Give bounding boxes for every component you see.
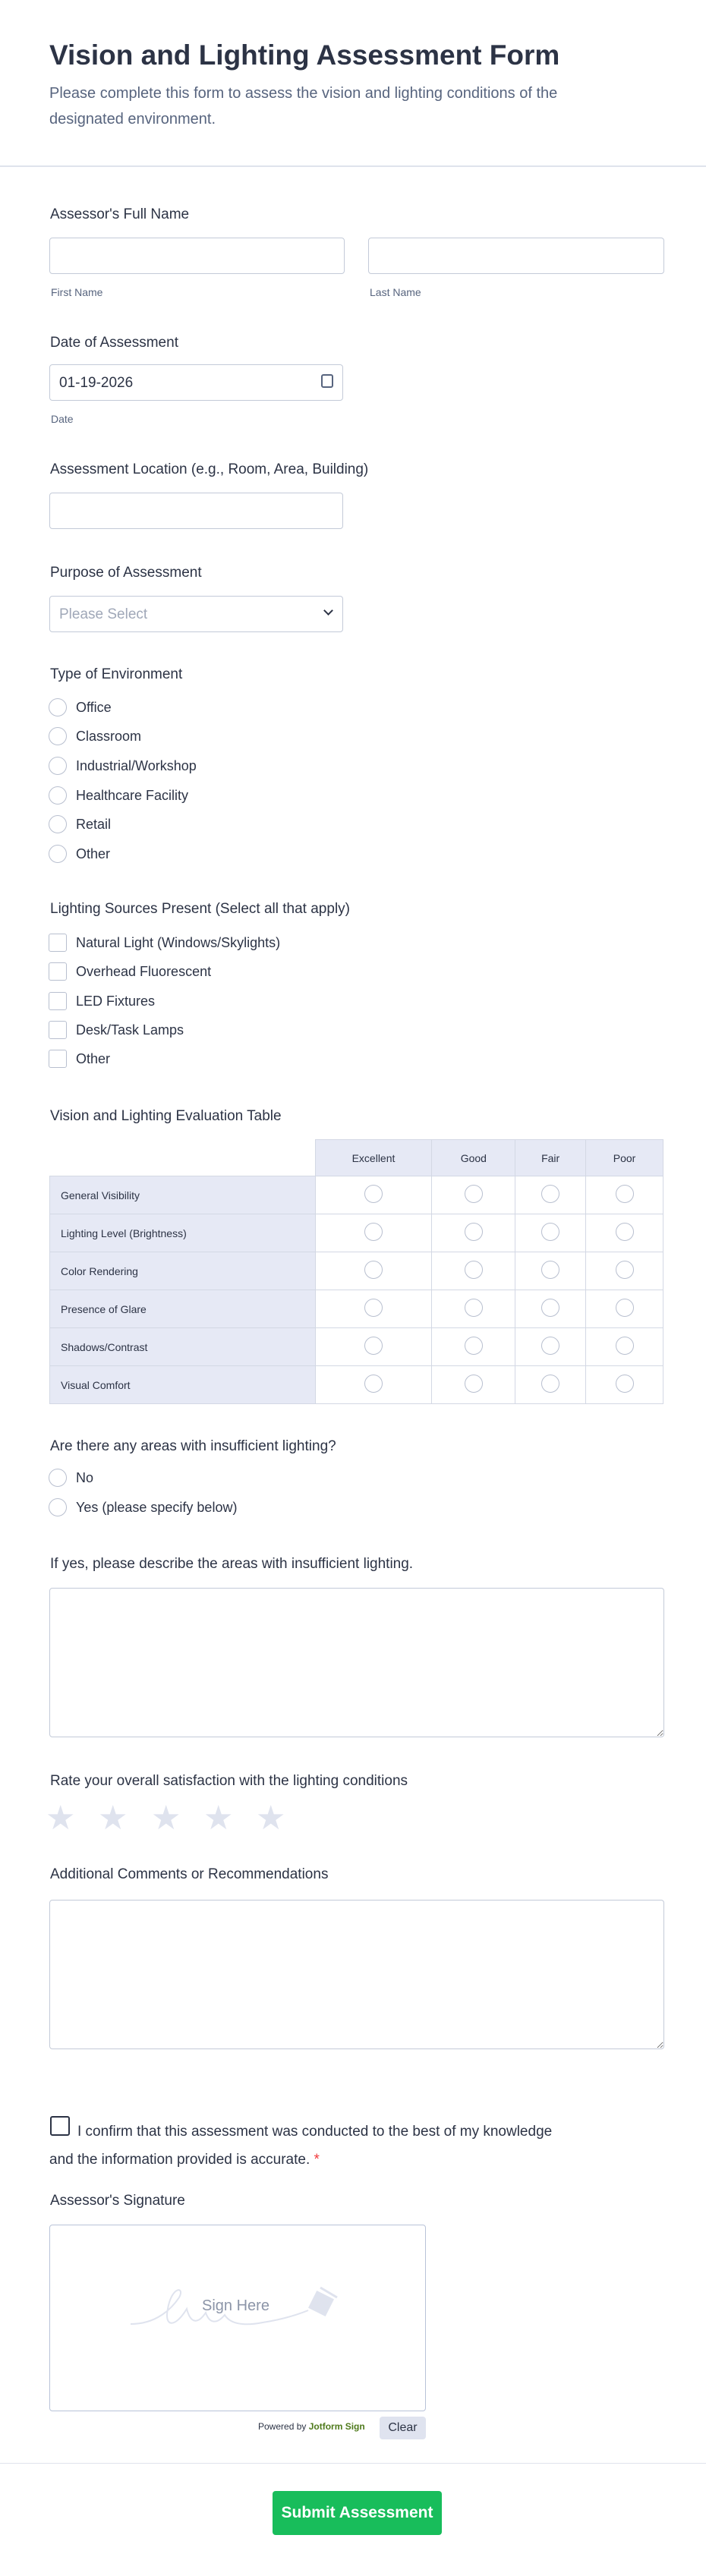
confirm-label (49, 2118, 566, 2174)
star-icon[interactable]: ★ (98, 1800, 128, 1837)
date-label: Date of Assessment (50, 335, 178, 351)
matrix-cell[interactable] (586, 1176, 663, 1214)
powered-by (258, 2421, 365, 2432)
footer-divider (0, 2463, 706, 2464)
option-label: Industrial/Workshop (76, 757, 197, 773)
option-label: Overhead Fluorescent (76, 963, 212, 979)
option-label: LED Fixtures (76, 993, 156, 1009)
column-header: Good (432, 1140, 515, 1176)
calendar-icon[interactable] (321, 374, 333, 388)
matrix-cell[interactable] (315, 1290, 432, 1328)
radio-button[interactable] (465, 1375, 483, 1393)
last-name-input[interactable] (368, 238, 664, 274)
checkbox[interactable] (49, 992, 67, 1010)
signature-pad[interactable] (49, 2225, 426, 2411)
form-title: Vision and Lighting Assessment Form (49, 39, 560, 71)
purpose-placeholder: Please Select (59, 606, 148, 622)
environment-option[interactable] (49, 786, 188, 805)
date-sublabel: Date (51, 413, 74, 425)
matrix-cell[interactable] (586, 1252, 663, 1290)
radio-button[interactable] (364, 1185, 383, 1203)
radio-button[interactable] (364, 1375, 383, 1393)
star-icon[interactable]: ★ (203, 1800, 234, 1837)
matrix-cell[interactable] (315, 1176, 432, 1214)
row-label: General Visibility (50, 1176, 316, 1214)
matrix-row (50, 1328, 663, 1366)
environment-option[interactable] (49, 757, 197, 775)
matrix-cell[interactable] (432, 1252, 515, 1290)
option-label: Retail (76, 816, 112, 832)
clear-signature-button[interactable]: Clear (380, 2417, 426, 2439)
environment-option[interactable] (49, 845, 110, 863)
radio-button[interactable] (49, 845, 67, 863)
matrix-row (50, 1214, 663, 1252)
option-label: Desk/Task Lamps (76, 1022, 184, 1038)
column-header: Poor (586, 1140, 663, 1176)
last-name-sublabel: Last Name (370, 286, 421, 298)
star-icon[interactable]: ★ (151, 1800, 181, 1837)
option-label: Classroom (76, 728, 142, 744)
column-header: Excellent (315, 1140, 432, 1176)
sources-label: Lighting Sources Present (Select all that apply) (50, 901, 350, 917)
radio-button[interactable] (465, 1185, 483, 1203)
comments-textarea[interactable] (49, 1900, 664, 2049)
checkbox[interactable] (49, 934, 67, 952)
signature-label: Assessor's Signature (50, 2193, 185, 2209)
source-option[interactable] (49, 962, 211, 981)
matrix-corner (50, 1140, 316, 1176)
row-label: Presence of Glare (50, 1290, 316, 1328)
radio-button[interactable] (49, 1469, 67, 1487)
environment-option[interactable] (49, 727, 141, 745)
source-option[interactable] (49, 992, 155, 1010)
matrix-cell[interactable] (432, 1328, 515, 1366)
matrix-cell[interactable] (586, 1290, 663, 1328)
star-icon[interactable]: ★ (256, 1800, 286, 1837)
submit-button[interactable]: Submit Assessment (273, 2491, 442, 2535)
star-icon[interactable]: ★ (46, 1800, 76, 1837)
matrix-cell[interactable] (586, 1214, 663, 1252)
row-label: Lighting Level (Brightness) (50, 1214, 316, 1252)
matrix-cell[interactable] (515, 1252, 586, 1290)
matrix-cell[interactable] (432, 1176, 515, 1214)
location-input[interactable] (49, 493, 343, 529)
radio-button[interactable] (364, 1337, 383, 1355)
matrix-cell[interactable] (432, 1366, 515, 1404)
matrix-cell[interactable] (515, 1366, 586, 1404)
source-option[interactable] (49, 1021, 184, 1039)
radio-button[interactable] (465, 1337, 483, 1355)
environment-option[interactable] (49, 815, 111, 833)
radio-button[interactable] (465, 1299, 483, 1317)
source-option[interactable] (49, 1050, 110, 1068)
purpose-label: Purpose of Assessment (50, 565, 202, 581)
required-asterisk: * (314, 2152, 320, 2168)
radio-button[interactable] (465, 1223, 483, 1241)
radio-button[interactable] (49, 727, 67, 745)
radio-button[interactable] (616, 1375, 634, 1393)
option-label: Office (76, 699, 112, 715)
column-header: Fair (515, 1140, 586, 1176)
first-name-input[interactable] (49, 238, 345, 274)
radio-button[interactable] (541, 1185, 559, 1203)
option-label: Yes (please specify below) (76, 1499, 238, 1515)
radio-button[interactable] (541, 1223, 559, 1241)
date-input[interactable] (49, 364, 343, 401)
matrix-label: Vision and Lighting Evaluation Table (50, 1108, 282, 1124)
describe-textarea[interactable] (49, 1588, 664, 1737)
radio-button[interactable] (49, 698, 67, 716)
full-name-label: Assessor's Full Name (50, 206, 190, 222)
radio-button[interactable] (616, 1337, 634, 1355)
matrix-row (50, 1176, 663, 1214)
radio-button[interactable] (49, 786, 67, 805)
radio-button[interactable] (616, 1261, 634, 1279)
radio-button[interactable] (541, 1337, 559, 1355)
matrix-cell[interactable] (432, 1290, 515, 1328)
row-label: Visual Comfort (50, 1366, 316, 1404)
radio-button[interactable] (364, 1299, 383, 1317)
radio-button[interactable] (616, 1185, 634, 1203)
matrix-cell[interactable] (515, 1328, 586, 1366)
matrix-row (50, 1252, 663, 1290)
option-label: Natural Light (Windows/Skylights) (76, 934, 281, 950)
row-label: Color Rendering (50, 1252, 316, 1290)
radio-button[interactable] (616, 1299, 634, 1317)
matrix-cell[interactable] (586, 1328, 663, 1366)
first-name-sublabel: First Name (51, 286, 103, 298)
matrix-cell[interactable] (515, 1176, 586, 1214)
matrix-row (50, 1366, 663, 1404)
option-label: Other (76, 1050, 111, 1066)
matrix-cell[interactable] (515, 1290, 586, 1328)
form-subtitle: Please complete this form to assess the vision and lighting conditions of the designated environment. (49, 85, 558, 128)
matrix-cell[interactable] (315, 1252, 432, 1290)
describe-label: If yes, please describe the areas with insufficient lighting. (50, 1556, 414, 1572)
option-label: Healthcare Facility (76, 787, 189, 803)
date-value: 01-19-2026 (59, 375, 134, 391)
option-label: No (76, 1469, 94, 1485)
radio-button[interactable] (541, 1375, 559, 1393)
matrix-cell[interactable] (432, 1214, 515, 1252)
radio-button[interactable] (49, 815, 67, 833)
confirm-text: I confirm that this assessment was conducted to the best of my knowledge and the information provided is accurate. (49, 2124, 553, 2168)
checkbox[interactable] (49, 962, 67, 981)
header-divider (0, 165, 706, 167)
chevron-down-icon (323, 606, 333, 616)
matrix-cell[interactable] (315, 1214, 432, 1252)
matrix-cell[interactable] (315, 1328, 432, 1366)
rating-label: Rate your overall satisfaction with the lighting conditions (50, 1773, 408, 1789)
insufficient-option[interactable] (49, 1498, 237, 1516)
evaluation-matrix (49, 1139, 663, 1404)
checkbox[interactable] (49, 1050, 67, 1068)
row-label: Shadows/Contrast (50, 1328, 316, 1366)
matrix-cell[interactable] (586, 1366, 663, 1404)
radio-button[interactable] (616, 1223, 634, 1241)
signature-scribble-icon (50, 2225, 427, 2412)
matrix-row (50, 1290, 663, 1328)
insufficient-label: Are there any areas with insufficient lighting? (50, 1438, 336, 1454)
purpose-select[interactable] (49, 596, 343, 632)
matrix-cell[interactable] (515, 1214, 586, 1252)
radio-button[interactable] (364, 1223, 383, 1241)
radio-button[interactable] (49, 757, 67, 775)
matrix-cell[interactable] (315, 1366, 432, 1404)
location-label: Assessment Location (e.g., Room, Area, Building) (50, 461, 369, 477)
jotform-sign-logo: Jotform Sign (308, 2421, 365, 2432)
source-option[interactable] (49, 934, 280, 952)
radio-button[interactable] (541, 1261, 559, 1279)
radio-button[interactable] (364, 1261, 383, 1279)
environment-label: Type of Environment (50, 666, 183, 682)
comments-label: Additional Comments or Recommendations (50, 1866, 329, 1882)
option-label: Other (76, 846, 111, 861)
insufficient-option[interactable] (49, 1469, 93, 1487)
checkbox[interactable] (49, 1021, 67, 1039)
environment-option[interactable] (49, 698, 112, 716)
powered-by-text: Powered by (258, 2421, 307, 2432)
radio-button[interactable] (49, 1498, 67, 1516)
sign-here-placeholder: Sign Here (202, 2297, 269, 2314)
radio-button[interactable] (465, 1261, 483, 1279)
radio-button[interactable] (541, 1299, 559, 1317)
